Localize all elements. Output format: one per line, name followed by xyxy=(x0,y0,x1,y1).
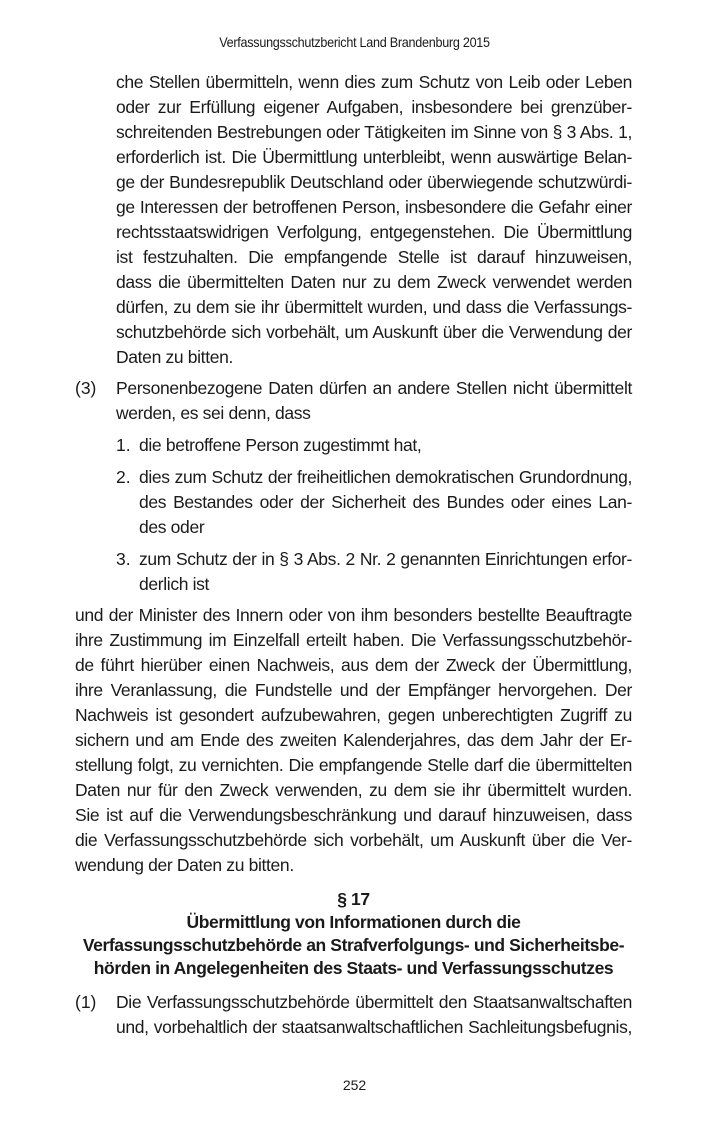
text-line: Daten zu bitten. xyxy=(116,347,233,367)
text-line: Nachweis ist gesondert aufzubewahren, gegen unberechtigten Zugriff zu xyxy=(75,705,632,725)
text-line: ge der Bundesrepublik Deutschland oder überwiegende schutzwürdi- xyxy=(116,172,632,192)
text-line: derlich ist xyxy=(139,574,210,594)
text-line: schreitenden Bestrebungen oder Tätigkeiten im Sinne von § 3 Abs. 1, xyxy=(116,122,632,142)
text-line: zum Schutz der in § 3 Abs. 2 Nr. 2 genannten Einrichtungen erfor- xyxy=(139,549,632,569)
text-line: dies zum Schutz der freiheitlichen demokratischen Grundordnung, xyxy=(139,467,632,487)
list-item-number: 1. xyxy=(116,435,131,455)
closing-paragraph xyxy=(75,603,632,878)
text-line: de führt hierüber einen Nachweis, aus dem der Zweck der Übermittlung, xyxy=(75,655,632,675)
paragraph-3 xyxy=(75,376,632,597)
list-item xyxy=(116,433,632,458)
enumerated-list xyxy=(75,433,632,597)
list-item xyxy=(116,547,632,597)
text-line: des oder xyxy=(139,517,205,537)
page-body xyxy=(75,70,632,1040)
text-line: ge Interessen der betroffenen Person, insbesondere die Gefahr einer xyxy=(116,197,632,217)
paragraph-text xyxy=(75,376,632,426)
paragraph-text xyxy=(75,990,632,1040)
section-title-line: hörden in Angelegenheiten des Staats- und Verfassungsschutzes xyxy=(93,958,614,978)
continuation-paragraph xyxy=(75,70,632,370)
text-line: erforderlich ist. Die Übermittlung unterbleibt, wenn auswärtige Belan- xyxy=(116,147,632,167)
list-item-number: 3. xyxy=(116,549,131,569)
page-number: 252 xyxy=(342,1077,367,1093)
text-line: dürfen, zu dem sie ihr übermittelt wurden, und dass die Verfassungs- xyxy=(116,297,632,317)
text-line: Personenbezogene Daten dürfen an andere Stellen nicht übermittelt xyxy=(116,378,632,398)
text-line: des Bestandes oder der Sicherheit des Bundes oder eines Lan- xyxy=(139,492,632,512)
text-line: Daten nur für den Zweck verwenden, zu dem sie ihr übermittelt wurden. xyxy=(75,780,632,800)
text-line: die betroffene Person zugestimmt hat, xyxy=(139,435,422,455)
section-number: § 17 xyxy=(337,889,370,909)
text-line: dass die übermittelten Daten nur zu dem Zweck verwendet werden xyxy=(116,272,632,292)
text-line: sichern und am Ende des zweiten Kalenderjahres, das dem Jahr der Er- xyxy=(75,730,632,750)
text-line: rechtsstaatswidrigen Verfolgung, entgegenstehen. Die Übermittlung xyxy=(116,222,632,242)
text-line: Sie ist auf die Verwendungsbeschränkung und darauf hinzuweisen, dass xyxy=(75,805,632,825)
text-line: werden, es sei denn, dass xyxy=(116,403,311,423)
text-line: die Verfassungsschutzbehörde sich vorbehält, um Auskunft über die Ver- xyxy=(75,830,632,850)
paragraph-number: (3) xyxy=(75,378,97,398)
section-title-line: Übermittlung von Informationen durch die xyxy=(186,912,521,932)
list-item xyxy=(116,465,632,540)
text-line: ist festzuhalten. Die empfangende Stelle ist darauf hinzuweisen, xyxy=(116,247,632,267)
text-line: ihre Veranlassung, die Fundstelle und der Empfänger hervorgehen. Der xyxy=(75,680,632,700)
text-line: oder zur Erfüllung eigener Aufgaben, insbesondere bei grenzüber- xyxy=(116,97,632,117)
text-line: ihre Zustimmung im Einzelfall erteilt haben. Die Verfassungsschutzbehör- xyxy=(75,630,632,650)
running-head: Verfassungsschutzbericht Land Brandenburg 2015 xyxy=(219,34,490,50)
text-line: und, vorbehaltlich der staatsanwaltschaftlichen Sachleitungsbefugnis, xyxy=(116,1017,632,1037)
text-line: che Stellen übermitteln, wenn dies zum Schutz von Leib oder Leben xyxy=(116,72,632,92)
section-heading xyxy=(75,888,632,980)
text-line: stellung folgt, zu vernichten. Die empfangende Stelle darf die übermittelten xyxy=(75,755,632,775)
list-item-number: 2. xyxy=(116,467,131,487)
section-17-paragraph-1 xyxy=(75,990,632,1040)
text-line: wendung der Daten zu bitten. xyxy=(75,855,294,875)
text-line: schutzbehörde sich vorbehält, um Auskunft über die Verwendung der xyxy=(116,322,632,342)
text-line: Die Verfassungsschutzbehörde übermittelt den Staatsanwaltschaften xyxy=(116,992,632,1012)
paragraph-number: (1) xyxy=(75,992,97,1012)
section-title-line: Verfassungsschutzbehörde an Strafverfolgungs- und Sicherheitsbe- xyxy=(82,935,625,955)
text-line: und der Minister des Innern oder von ihm besonders bestellte Beauftragte xyxy=(75,605,632,625)
